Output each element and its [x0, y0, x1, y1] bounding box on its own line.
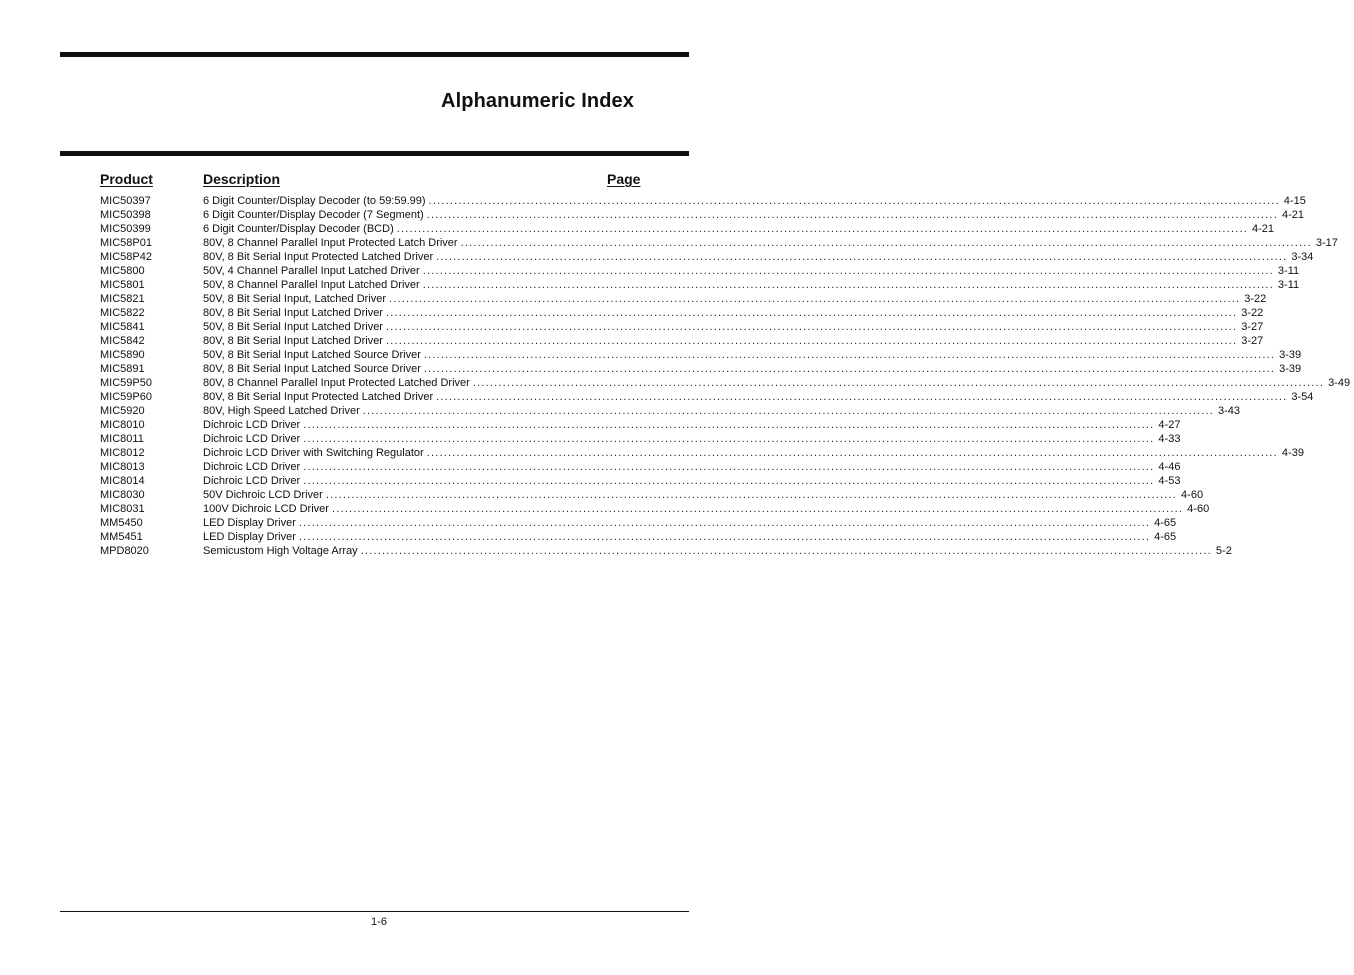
- description-cell: [203, 334, 1237, 348]
- description-cell: [203, 306, 1237, 320]
- top-rule: [60, 52, 689, 57]
- dot-leader: ........................................................................................................................................................................................................: [362, 405, 1214, 417]
- description-text: 80V, 8 Bit Serial Input Latched Source Driver: [203, 363, 421, 375]
- dot-leader: ........................................................................................................................................................................................................: [426, 209, 1278, 221]
- index-row: [100, 264, 1300, 278]
- description-text: 50V, 8 Bit Serial Input Latched Source Driver: [203, 349, 421, 361]
- description-cell: [203, 376, 1324, 390]
- description-text: 6 Digit Counter/Display Decoder (7 Segment): [203, 209, 424, 221]
- dot-leader: ........................................................................................................................................................................................................: [298, 531, 1151, 543]
- product-code: MIC8030: [100, 489, 145, 501]
- description-cell: [203, 474, 1154, 488]
- dot-leader: ........................................................................................................................................................................................................: [303, 475, 1155, 487]
- index-row: [100, 460, 1181, 474]
- description-text: 100V Dichroic LCD Driver: [203, 503, 329, 515]
- description-cell: [203, 264, 1274, 278]
- product-code: MIC59P60: [100, 391, 152, 403]
- page-ref: 3-27: [1241, 321, 1264, 333]
- page-ref: 4-65: [1154, 531, 1177, 543]
- description-cell: [203, 404, 1214, 418]
- index-table: [100, 194, 1351, 558]
- index-row: [100, 418, 1181, 432]
- description-cell: [203, 460, 1154, 474]
- index-row: [100, 306, 1264, 320]
- product-code: MIC50398: [100, 209, 151, 221]
- description-text: 80V, High Speed Latched Driver: [203, 405, 360, 417]
- page-ref: 4-39: [1281, 447, 1304, 459]
- description-text: 80V, 8 Bit Serial Input Latched Driver: [203, 335, 383, 347]
- description-text: Dichroic LCD Driver: [203, 475, 301, 487]
- dot-leader: ........................................................................................................................................................................................................: [360, 545, 1212, 557]
- product-code: MIC8031: [100, 503, 145, 515]
- product-code: MIC8011: [100, 433, 144, 445]
- index-row: [100, 376, 1351, 390]
- index-row: [100, 446, 1304, 460]
- index-row: [100, 488, 1204, 502]
- description-cell: [203, 516, 1150, 530]
- index-row: [100, 236, 1338, 250]
- page-ref: 4-46: [1158, 461, 1181, 473]
- description-text: 80V, 8 Channel Parallel Input Protected Latched Driver: [203, 377, 470, 389]
- description-cell: [203, 544, 1212, 558]
- index-row: [100, 222, 1274, 236]
- dot-leader: ........................................................................................................................................................................................................: [436, 391, 1288, 403]
- dot-leader: ........................................................................................................................................................................................................: [385, 335, 1238, 347]
- index-row: [100, 516, 1177, 530]
- product-code: MIC5841: [100, 321, 145, 333]
- product-code: MIC8013: [100, 461, 145, 473]
- product-code: MIC5920: [100, 405, 145, 417]
- header-rule: [60, 151, 689, 156]
- index-row: [100, 530, 1177, 544]
- dot-leader: ........................................................................................................................................................................................................: [303, 461, 1155, 473]
- description-cell: [203, 362, 1275, 376]
- index-row: [100, 334, 1264, 348]
- dot-leader: ........................................................................................................................................................................................................: [472, 377, 1325, 389]
- description-cell: [203, 432, 1154, 446]
- dot-leader: ........................................................................................................................................................................................................: [303, 419, 1155, 431]
- product-code: MPD8020: [100, 545, 149, 557]
- dot-leader: ........................................................................................................................................................................................................: [385, 307, 1238, 319]
- column-header-description: Description: [203, 171, 281, 187]
- page-ref: 3-27: [1241, 335, 1264, 347]
- column-header-page: Page: [607, 171, 641, 187]
- page-ref: 4-53: [1158, 475, 1181, 487]
- product-code: MIC50399: [100, 223, 151, 235]
- description-text: Dichroic LCD Driver: [203, 419, 301, 431]
- dot-leader: ........................................................................................................................................................................................................: [460, 237, 1312, 249]
- footer-rule: [60, 911, 689, 912]
- page-ref: 3-49: [1328, 377, 1351, 389]
- index-row: [100, 362, 1302, 376]
- product-code: MIC50397: [100, 195, 151, 207]
- description-cell: [203, 390, 1287, 404]
- page-ref: 4-33: [1158, 433, 1181, 445]
- description-text: Dichroic LCD Driver: [203, 461, 301, 473]
- page-title: Alphanumeric Index: [441, 90, 634, 112]
- page-ref: 3-54: [1291, 391, 1314, 403]
- description-cell: [203, 222, 1248, 236]
- description-text: LED Display Driver: [203, 531, 296, 543]
- description-text: 50V, 8 Bit Serial Input Latched Driver: [203, 321, 383, 333]
- description-text: 80V, 8 Channel Parallel Input Protected Latch Driver: [203, 237, 458, 249]
- index-row: [100, 194, 1306, 208]
- product-code: MIC5891: [100, 363, 145, 375]
- dot-leader: ........................................................................................................................................................................................................: [428, 195, 1280, 207]
- description-text: 50V, 4 Channel Parallel Input Latched Driver: [203, 265, 420, 277]
- description-cell: [203, 194, 1280, 208]
- page-ref: 4-60: [1181, 489, 1204, 501]
- description-text: 80V, 8 Bit Serial Input Protected Latched Driver: [203, 391, 434, 403]
- description-text: Dichroic LCD Driver: [203, 433, 301, 445]
- page-ref: 4-21: [1281, 209, 1304, 221]
- index-row: [100, 474, 1181, 488]
- index-row: [100, 544, 1232, 558]
- page-ref: 3-17: [1315, 237, 1338, 249]
- description-cell: [203, 292, 1240, 306]
- index-row: [100, 320, 1264, 334]
- page-ref: 3-11: [1277, 279, 1300, 291]
- description-cell: [203, 502, 1183, 516]
- dot-leader: ........................................................................................................................................................................................................: [303, 433, 1155, 445]
- product-code: MIC8012: [100, 447, 145, 459]
- page-number: 1-6: [371, 916, 387, 928]
- page-ref: 3-39: [1279, 349, 1302, 361]
- product-code: MIC8010: [100, 419, 145, 431]
- description-text: 50V, 8 Bit Serial Input, Latched Driver: [203, 293, 387, 305]
- page-ref: 4-15: [1283, 195, 1306, 207]
- page-ref: 5-2: [1215, 545, 1232, 557]
- page-ref: 3-22: [1244, 293, 1267, 305]
- index-row: [100, 250, 1314, 264]
- description-cell: [203, 348, 1275, 362]
- dot-leader: ........................................................................................................................................................................................................: [389, 293, 1241, 305]
- description-cell: [203, 488, 1177, 502]
- description-text: Dichroic LCD Driver with Switching Regulator: [203, 447, 424, 459]
- index-row: [100, 432, 1181, 446]
- page-ref: 3-34: [1291, 251, 1314, 263]
- description-text: 6 Digit Counter/Display Decoder (BCD): [203, 223, 394, 235]
- index-row: [100, 348, 1302, 362]
- description-text: 80V, 8 Bit Serial Input Latched Driver: [203, 307, 383, 319]
- page-ref: 4-21: [1251, 223, 1274, 235]
- column-header-product: Product: [100, 171, 153, 187]
- dot-leader: ........................................................................................................................................................................................................: [331, 503, 1184, 515]
- index-row: [100, 292, 1267, 306]
- dot-leader: ........................................................................................................................................................................................................: [396, 223, 1248, 235]
- index-row: [100, 404, 1241, 418]
- dot-leader: ........................................................................................................................................................................................................: [426, 447, 1278, 459]
- description-text: 80V, 8 Bit Serial Input Protected Latched Driver: [203, 251, 434, 263]
- index-row: [100, 208, 1304, 222]
- index-row: [100, 390, 1314, 404]
- description-text: 6 Digit Counter/Display Decoder (to 59:59.99): [203, 195, 426, 207]
- product-code: MIC58P42: [100, 251, 152, 263]
- page-ref: 3-39: [1279, 363, 1302, 375]
- description-text: LED Display Driver: [203, 517, 296, 529]
- product-code: MIC5801: [100, 279, 145, 291]
- description-text: 50V Dichroic LCD Driver: [203, 489, 323, 501]
- page-ref: 4-27: [1158, 419, 1181, 431]
- description-cell: [203, 446, 1278, 460]
- description-cell: [203, 530, 1150, 544]
- description-cell: [203, 320, 1237, 334]
- page-ref: 4-60: [1187, 503, 1210, 515]
- dot-leader: ........................................................................................................................................................................................................: [422, 265, 1274, 277]
- dot-leader: ........................................................................................................................................................................................................: [298, 517, 1151, 529]
- page-ref: 3-11: [1277, 265, 1300, 277]
- dot-leader: ........................................................................................................................................................................................................: [385, 321, 1238, 333]
- product-code: MIC5821: [100, 293, 145, 305]
- page-ref: 3-22: [1241, 307, 1264, 319]
- product-code: MIC59P50: [100, 377, 152, 389]
- product-code: MIC5890: [100, 349, 145, 361]
- product-code: MM5450: [100, 517, 143, 529]
- dot-leader: ........................................................................................................................................................................................................: [436, 251, 1288, 263]
- description-cell: [203, 236, 1312, 250]
- description-text: Semicustom High Voltage Array: [203, 545, 358, 557]
- product-code: MIC8014: [100, 475, 145, 487]
- product-code: MIC5800: [100, 265, 145, 277]
- product-code: MIC58P01: [100, 237, 152, 249]
- page-ref: 4-65: [1154, 517, 1177, 529]
- index-row: [100, 502, 1210, 516]
- dot-leader: ........................................................................................................................................................................................................: [423, 349, 1276, 361]
- dot-leader: ........................................................................................................................................................................................................: [422, 279, 1274, 291]
- description-cell: [203, 208, 1278, 222]
- index-row: [100, 278, 1300, 292]
- product-code: MM5451: [100, 531, 143, 543]
- description-cell: [203, 418, 1154, 432]
- dot-leader: ........................................................................................................................................................................................................: [423, 363, 1276, 375]
- description-cell: [203, 250, 1287, 264]
- product-code: MIC5842: [100, 335, 145, 347]
- description-cell: [203, 278, 1274, 292]
- page-ref: 3-43: [1217, 405, 1241, 417]
- product-code: MIC5822: [100, 307, 145, 319]
- dot-leader: ........................................................................................................................................................................................................: [325, 489, 1178, 501]
- description-text: 50V, 8 Channel Parallel Input Latched Driver: [203, 279, 420, 291]
